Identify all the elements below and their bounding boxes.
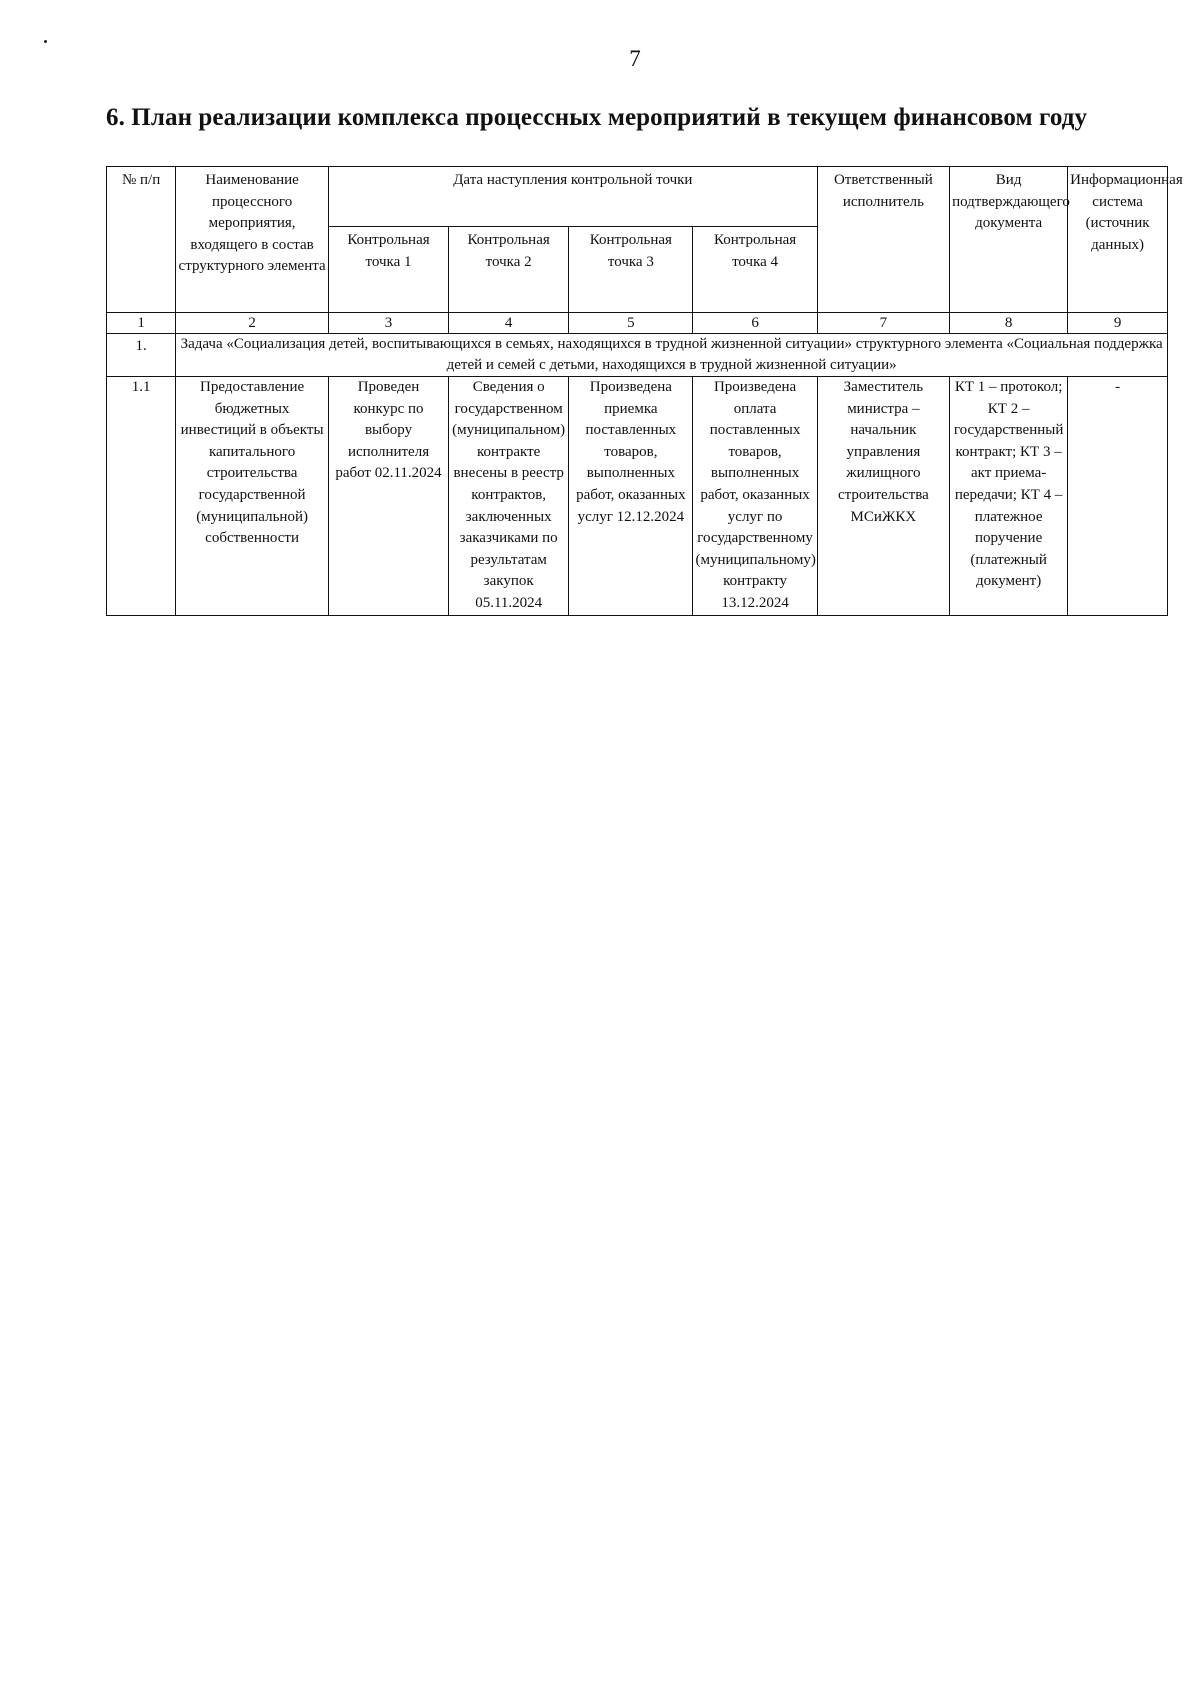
header-kt1: Контрольная точка 1 [328,227,448,313]
header-responsible: Ответственный исполнитель [817,167,949,313]
row-kt2: Сведения о государственном (муниципальном) контракте внесены в реестр контрактов, заключенных заказчиками по результатам закупок 05.11.2024 [449,377,569,616]
header-doc-type: Вид подтверждающего документа [950,167,1068,313]
column-number: 8 [950,313,1068,334]
page-number: 7 [629,46,641,71]
header-kt3: Контрольная точка 3 [569,227,693,313]
task-text: Задача «Социализация детей, воспитывающихся в семьях, находящихся в трудной жизненной ситуации» структурного элемента «Социальная поддержка детей и семей с детьми, находящихся в трудной жизненной ситуации» [176,334,1168,377]
header-name: Наименование процессного мероприятия, входящего в состав структурного элемента [176,167,329,313]
task-row [107,334,1168,377]
column-number: 3 [328,313,448,334]
table-row [107,377,1168,616]
header-kt2: Контрольная точка 2 [449,227,569,313]
header-row-main [107,167,1168,227]
row-kt1: Проведен конкурс по выбору исполнителя работ 02.11.2024 [328,377,448,616]
section-title: 6. План реализации комплекса процессных мероприятий в текущем финансовом году [106,104,1088,131]
column-number: 9 [1068,313,1168,334]
scan-speck [44,40,47,43]
column-number: 5 [569,313,693,334]
row-num: 1.1 [107,377,176,616]
header-num: № п/п [107,167,176,313]
column-number: 2 [176,313,329,334]
header-kt4: Контрольная точка 4 [693,227,817,313]
column-number: 1 [107,313,176,334]
row-doc-type: КТ 1 – протокол; КТ 2 – государственный контракт; КТ 3 – акт приема-передачи; КТ 4 – платежное поручение (платежный документ) [950,377,1068,616]
row-info-system: - [1068,377,1168,616]
column-number: 6 [693,313,817,334]
row-kt4: Произведена оплата поставленных товаров, выполненных работ, оказанных услуг по государственному (муниципальному) контракту 13.12.2024 [693,377,817,616]
column-number: 7 [817,313,949,334]
column-number-row [107,313,1168,334]
header-date-group: Дата наступления контрольной точки [328,167,817,227]
task-num: 1. [107,334,176,377]
row-kt3: Произведена приемка поставленных товаров, выполненных работ, оказанных услуг 12.12.2024 [569,377,693,616]
row-responsible: Заместитель министра – начальник управления жилищного строительства МСиЖКХ [817,377,949,616]
plan-table [106,166,1183,616]
column-number: 4 [449,313,569,334]
row-name: Предоставление бюджетных инвестиций в объекты капитального строительства государственной (муниципальной) собственности [176,377,329,616]
header-info-system: Информационная система (источник данных) [1068,167,1168,313]
